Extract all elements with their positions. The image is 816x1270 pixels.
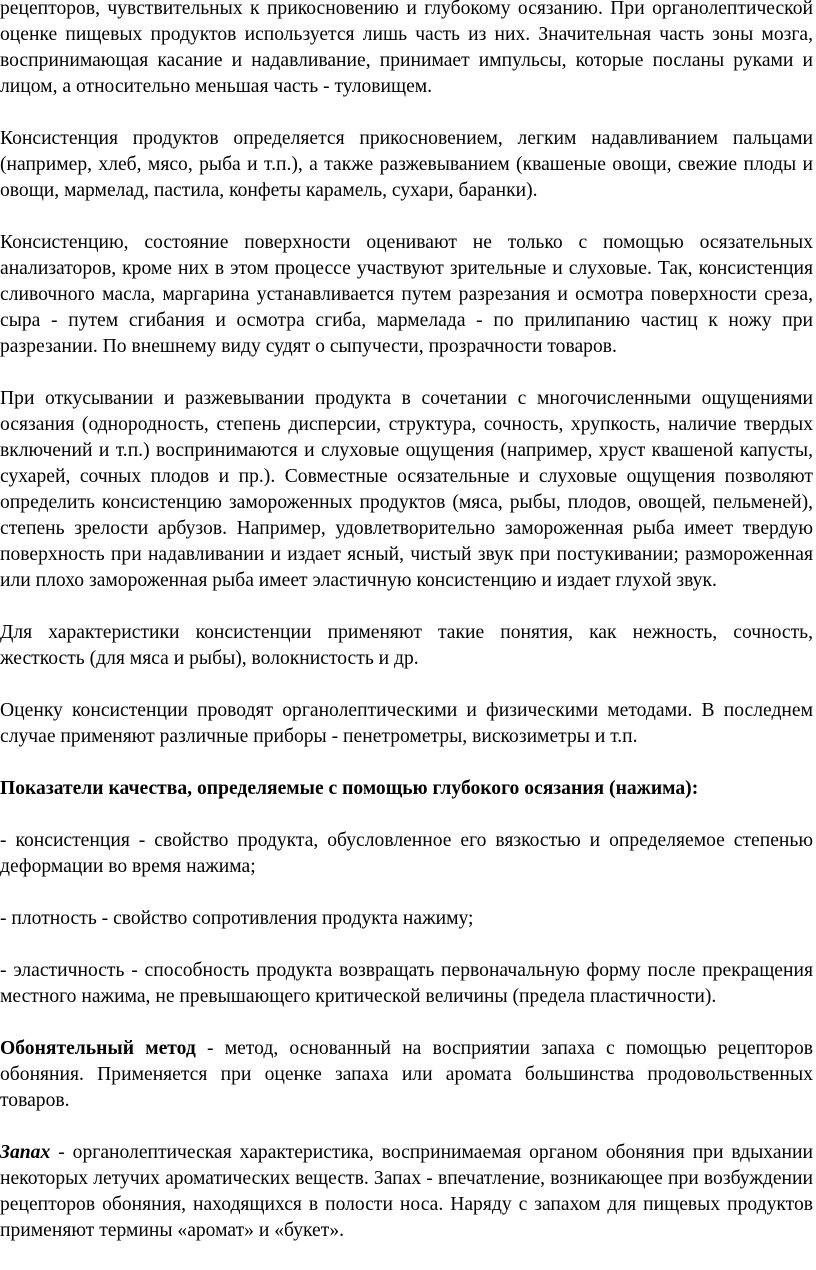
term-smell: Запах: [0, 1142, 51, 1163]
section-heading: Показатели качества, определяемые с помощью глубокого осязания (нажима):: [0, 778, 699, 799]
paragraph-receptors: рецепторов, чувствительных к прикосновению и глубокому осязанию. При органолептической оценке пищевых продуктов используется лишь часть из них. Значительная часть зоны мозга, воспринимающая касание и надавливание, принимает импульсы, которые посланы руками и лицом, а относительно меньшая часть - туловищем.: [0, 0, 813, 97]
definition-smell: - органолептическая характеристика, воспринимаемая органом обоняния при вдыхании некоторых летучих ароматических веществ. Запах - впечатление, возникающее при возбуждении рецепторов обоняния, находящихся в полости носа. Наряду с запахом для пищевых продуктов применяют термины «аромат» и «букет».: [0, 1142, 813, 1241]
paragraph-smell: [0, 1140, 813, 1244]
paragraph-characteristics: Для характеристики консистенции применяют такие понятия, как нежность, сочность, жесткость (для мяса и рыбы), волокнистость и др.: [0, 622, 813, 669]
paragraph-chewing: При откусывании и разжевывании продукта в сочетании с многочисленными ощущениями осязания (однородность, степень дисперсии, структура, сочность, хрупкость, наличие твердых включений и т.п.) воспринимаются и слуховые ощущения (например, хруст квашеной капусты, сухарей, сочных плодов и пр.). Совместные осязательные и слуховые ощущения позволяют определить консистенцию замороженных продуктов (мяса, рыбы, плодов, овощей, пельменей), степень зрелости арбузов. Например, удовлетворительно замороженная рыба имеет твердую поверхность при надавливании и издает ясный, чистый звук при постукивании; размороженная или плохо замороженная рыба имеет эластичную консистенцию и издает глухой звук.: [0, 388, 813, 591]
list-item-elasticity: - эластичность - способность продукта возвращать первоначальную форму после прекращения местного нажима, не превышающего критической величины (предела пластичности).: [0, 960, 813, 1007]
term-olfactory-method: Обонятельный метод: [0, 1038, 196, 1059]
paragraph-methods: Оценку консистенции проводят органолептическими и физическими методами. В последнем случае применяют различные приборы - пенетрометры, вискозиметры и т.п.: [0, 700, 813, 747]
list-item-consistency: - консистенция - свойство продукта, обусловленное его вязкостью и определяемое степенью деформации во время нажима;: [0, 830, 813, 877]
definition-olfactory-method: - метод, основанный на восприятии запаха с помощью рецепторов обоняния. Применяется при оценке запаха или аромата большинства продовольственных товаров.: [0, 1038, 813, 1111]
paragraph-olfactory-method: [0, 1036, 813, 1114]
paragraph-analyzers: Консистенцию, состояние поверхности оценивают не только с помощью осязательных анализаторов, кроме них в этом процессе участвуют зрительные и слуховые. Так, консистенция сливочного масла, маргарина устанавливается путем разрезания и осмотра поверхности среза, сыра - путем сгибания и осмотра сгиба, мармелада - по прилипанию частиц к ножу при разрезании. По внешнему виду судят о сыпучести, прозрачности товаров.: [0, 232, 813, 357]
list-item-density: - плотность - свойство сопротивления продукта нажиму;: [0, 908, 474, 929]
paragraph-consistency-touch: Консистенция продуктов определяется прикосновением, легким надавливанием пальцами (например, хлеб, мясо, рыба и т.п.), а также разжевыванием (квашеные овощи, свежие плоды и овощи, мармелад, пастила, конфеты карамель, сухари, баранки).: [0, 128, 813, 201]
